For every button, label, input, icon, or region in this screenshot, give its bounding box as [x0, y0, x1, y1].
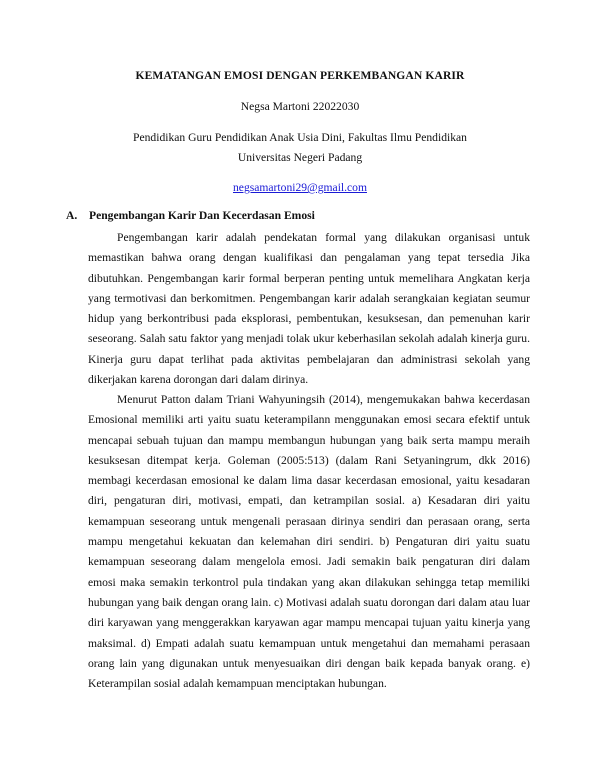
paper-title: KEMATANGAN EMOSI DENGAN PERKEMBANGAN KARIR	[135, 69, 465, 82]
author-line: Negsa Martoni 22022030	[240, 100, 360, 113]
affiliation-line-1: Pendidikan Guru Pendidikan Anak Usia Dini, Fakultas Ilmu Pendidikan	[133, 131, 467, 144]
section-heading	[66, 209, 315, 222]
paragraph: Menurut Patton dalam Triani Wahyuningsih (2014), mengemukakan bahwa kecerdasan Emosional memiliki arti yaitu suatu keterampilann menggunakan emosi secara efektif untuk mencapai sebuah tujuan dan mampu membangun hubungan yang baik serta mampu meraih kesuksesan ditempat kerja. Goleman (2005:513) (dalam Rani Setyaningrum, dkk 2016) membagi kecerdasan emosional ke dalam lima dasar kecerdasan emosional, yaitu kesadaran diri, pengaturan diri, motivasi, empati, dan ketrampilan sosial. a) Kesadaran diri yaitu kemampuan seseorang untuk mengenali perasaan dirinya sendiri dan perasaan orang, serta mampu mengetahui kekuatan dan kelemahan diri sendiri. b) Pengaturan diri yaitu suatu kemampuan seseorang dalam mengelola emosi. Jadi semakin baik pengaturan diri dalam emosi maka semakin terkontrol pula tindakan yang akan dilakukan sehingga tetap memiliki hubungan yang baik dengan orang lain. c) Motivasi adalah suatu dorongan dari dalam atau luar diri karyawan yang menggerakkan karyawan agar mampu mencapai tujuan yaitu kinerja yang maksimal. d) Empati adalah suatu kemampuan untuk mengetahui dan memahami perasaan orang lain yang digunakan untuk menyesuaikan diri dengan baik kepada banyak orang. e) Keterampilan sosial adalah kemampuan menciptakan hubungan.	[88, 393, 530, 691]
email-line	[0, 181, 600, 194]
section-number: A.	[66, 209, 78, 222]
section-heading-text: Pengembangan Karir Dan Kecerdasan Emosi	[89, 209, 315, 222]
affiliation-line-2: Universitas Negeri Padang	[237, 151, 363, 164]
email-link[interactable]: negsamartoni29@gmail.com	[233, 181, 367, 194]
paragraph: Pengembangan karir adalah pendekatan formal yang dilakukan organisasi untuk memastikan bahwa orang dengan kualifikasi dan pengalaman yang tepat tersedia Jika dibutuhkan. Pengembangan karir formal berperan penting untuk memelihara Angkatan kerja yang termotivasi dan berkomitmen. Pengembangan karir adalah serangkaian kegiatan seumur hidup yang berkontribusi pada eksplorasi, pembentukan, kesuksesan, dan pemenuhan karir seseorang. Salah satu faktor yang menjadi tolak ukur keberhasilan sekolah adalah kinerja guru. Kinerja guru dapat terlihat pada aktivitas pembelajaran dan administrasi sekolah yang dikerjakan karena dorongan dari dalam dirinya.	[88, 231, 530, 387]
